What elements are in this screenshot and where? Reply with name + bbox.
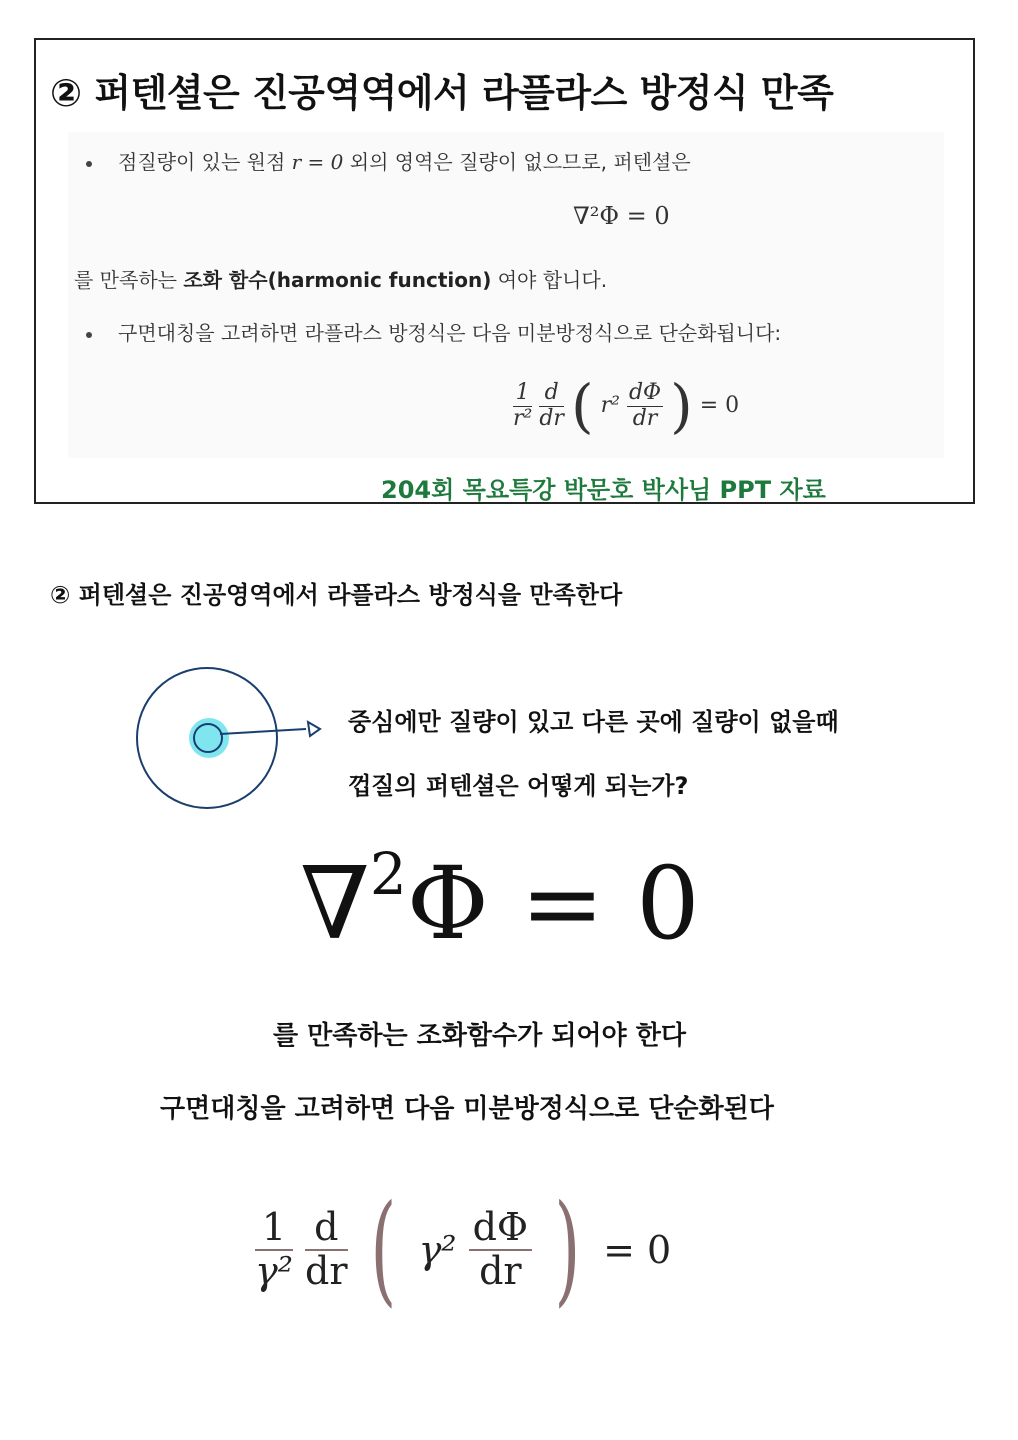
big-eq-rest: Φ = 0 xyxy=(406,845,700,962)
final-frac-2 xyxy=(305,1207,348,1293)
final-frac-1-den: γ² xyxy=(255,1249,293,1293)
frac-1 xyxy=(513,381,532,430)
bullet-2-text: 구면대칭을 고려하면 라플라스 방정식은 다음 미분방정식으로 단순화됩니다: xyxy=(118,321,782,345)
inner-r-squared: r² xyxy=(600,393,620,418)
slide-screenshot xyxy=(34,38,975,504)
line-harmonic-pre: 를 만족하는 xyxy=(74,268,177,292)
final-frac-2-num: d xyxy=(305,1207,348,1251)
big-laplace-equation xyxy=(300,839,700,962)
source-caption: 204회 목요특강 박문호 박사님 PPT 자료 xyxy=(381,476,826,504)
final-left-paren: ( xyxy=(370,1180,396,1319)
final-radial-equation xyxy=(255,1180,672,1319)
line-harmonic xyxy=(74,264,607,293)
symmetry-line: 구면대칭을 고려하면 다음 미분방정식으로 단순화된다 xyxy=(160,1094,774,1124)
bullet-1-math: r = 0 xyxy=(291,150,344,174)
frac-2-den: dr xyxy=(539,405,564,431)
radial-equation-rhs: = 0 xyxy=(699,393,740,418)
bullet-2 xyxy=(86,317,781,346)
nabla-symbol: ∇ xyxy=(300,845,370,962)
bullet-dot-icon xyxy=(86,161,92,167)
final-frac-1-num: 1 xyxy=(255,1207,293,1251)
bullet-1 xyxy=(86,146,691,175)
mass-shell-sketch xyxy=(130,660,330,820)
frac-2-num: d xyxy=(539,381,564,406)
frac-3-den: dr xyxy=(632,405,658,431)
laplace-equation: ∇²Φ = 0 xyxy=(573,202,670,230)
final-right-paren: ) xyxy=(554,1180,581,1319)
arrow-shaft xyxy=(220,729,306,734)
nabla-exponent: 2 xyxy=(369,839,407,908)
final-frac-3-num: dΦ xyxy=(469,1207,532,1251)
harmonic-line: 를 만족하는 조화함수가 되어야 한다 xyxy=(273,1021,686,1051)
final-inner-gamma-squared: γ² xyxy=(418,1228,457,1272)
frac-3-num: dΦ xyxy=(628,380,662,406)
arrow-head-icon xyxy=(308,722,320,736)
final-eq-rhs: = 0 xyxy=(603,1228,672,1272)
note-line-1: 중심에만 질량이 있고 다른 곳에 질량이 없을때 xyxy=(348,708,839,736)
frac-1-num: 1 xyxy=(513,381,532,406)
frac-3 xyxy=(627,381,663,430)
final-frac-3 xyxy=(469,1207,532,1293)
slide-title: ② 퍼텐셜은 진공역역에서 라플라스 방정식 만족 xyxy=(50,71,834,115)
bullet-dot-icon xyxy=(86,332,92,338)
radial-equation xyxy=(513,372,739,440)
right-paren: ) xyxy=(670,372,693,440)
final-frac-1 xyxy=(255,1207,293,1293)
textbook-excerpt xyxy=(68,132,944,458)
frac-1-den: r² xyxy=(513,405,533,431)
bullet-1-text-post: 외의 영역은 질량이 없으므로, 퍼텐셜은 xyxy=(349,150,691,174)
left-paren: ( xyxy=(570,372,594,440)
final-frac-2-den: dr xyxy=(305,1249,348,1293)
section-title: ② 퍼텐셜은 진공영역에서 라플라스 방정식을 만족한다 xyxy=(50,581,623,609)
line-harmonic-post: 여야 합니다. xyxy=(497,268,608,292)
note-line-2: 껍질의 퍼텐셜은 어떻게 되는가? xyxy=(348,772,689,800)
final-frac-3-den: dr xyxy=(479,1249,522,1293)
bullet-1-text-pre: 점질량이 있는 원점 xyxy=(118,150,286,174)
line-harmonic-bold: 조화 함수(harmonic function) xyxy=(183,268,492,292)
frac-2 xyxy=(539,381,564,430)
